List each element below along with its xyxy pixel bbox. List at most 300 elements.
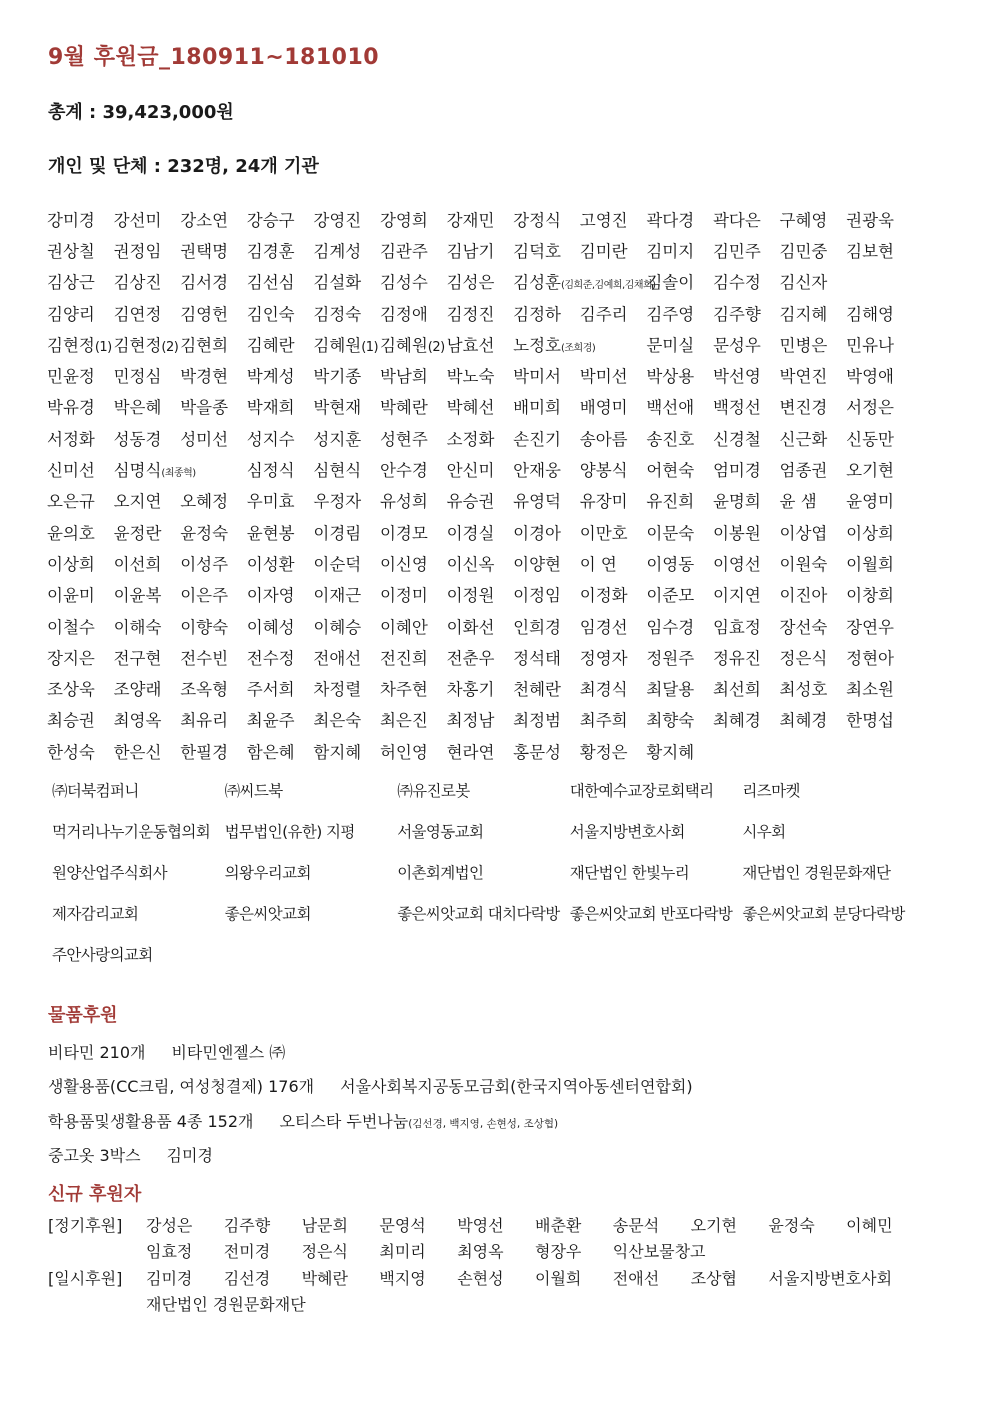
donor-row <box>47 672 957 703</box>
donor-name: 최유리 <box>180 711 229 731</box>
donor-name: 박은혜 <box>113 398 162 418</box>
goods-item: 중고옷 3박스 <box>48 1146 141 1166</box>
donor-name: 송진호 <box>646 429 695 449</box>
donor-name: 이봉원 <box>712 523 761 543</box>
organization-name: 제자감리교회 <box>52 904 139 923</box>
donor-name: 문성우 <box>712 335 761 355</box>
donor-name: 민유나 <box>846 335 894 355</box>
donor-name: 김현정(2) <box>113 335 179 355</box>
organization-name: 이촌회계법인 <box>397 863 484 882</box>
donor-name: 윤정숙 <box>180 523 229 543</box>
donor-name: 박기종 <box>313 367 362 387</box>
donor-row <box>47 735 957 766</box>
new-donor-name: 오기현 <box>690 1215 737 1235</box>
donor-name: 김관주 <box>379 241 428 261</box>
donor-name: 전수빈 <box>180 648 229 668</box>
donor-name: 노정호(조희경) <box>513 335 596 355</box>
organization-name: ㈜유진로봇 <box>397 782 470 801</box>
new-donor-name: 김미경 <box>146 1268 193 1288</box>
donor-name: 임수경 <box>646 617 695 637</box>
organization-name: ㈜더북컴퍼니 <box>52 782 139 801</box>
donor-name: 신근화 <box>779 429 828 449</box>
organization-name: 재단법인 한빛누리 <box>569 863 690 882</box>
donor-name: 강영희 <box>379 210 428 230</box>
donor-name: 김혜란 <box>246 335 295 355</box>
donor-name: 민윤정 <box>47 367 95 387</box>
new-donor-name: 배춘환 <box>534 1215 582 1235</box>
donor-name: 김연정 <box>113 304 162 324</box>
new-donor-name: 전애선 <box>612 1268 660 1288</box>
donor-name: 최선희 <box>712 680 761 700</box>
donor-row <box>47 422 957 453</box>
donor-name: 어현숙 <box>646 461 695 481</box>
donor-name: 이정미 <box>379 586 428 606</box>
donor-name: 양봉식 <box>579 461 628 481</box>
donor-name: 우미효 <box>246 492 295 512</box>
donor-name: 정석태 <box>513 648 561 668</box>
new-donor-name: 송문석 <box>612 1215 660 1235</box>
donor-name: 이재근 <box>313 586 362 606</box>
donor-name: 김정애 <box>379 304 428 324</box>
donor-row <box>47 610 957 641</box>
donor-row <box>47 547 957 578</box>
donor-name: 황정은 <box>579 742 628 762</box>
donor-name: 남효선 <box>446 335 495 355</box>
donor-note: (최종혁) <box>161 468 196 480</box>
donor-name: 오혜정 <box>180 492 229 512</box>
goods-item: 학용품및생활용품 4종 152개 <box>48 1111 254 1131</box>
donor-name: 인희경 <box>513 617 561 637</box>
donor-name: 우정자 <box>313 492 362 512</box>
donor-name: 이영동 <box>646 554 695 574</box>
donor-name: 윤영미 <box>846 492 894 512</box>
donor-name: 정원주 <box>646 648 695 668</box>
donor-name: 엄종권 <box>779 461 828 481</box>
donor-name: 차주현 <box>379 680 428 700</box>
organization-name: 의왕우리교회 <box>224 863 311 882</box>
donor-name: 차정렬 <box>313 680 362 700</box>
organization-name: 대한예수교장로회택리 <box>569 782 714 801</box>
donor-name: 천혜란 <box>513 680 561 700</box>
donor-row <box>47 203 957 234</box>
donor-name: 심현식 <box>313 461 362 481</box>
goods-donor-note: (김선경, 백지영, 손현성, 조상협) <box>408 1117 559 1130</box>
donor-count: 개인 및 단체 : 232명, 24개 기관 <box>48 156 319 177</box>
goods-donation-list <box>48 1034 948 1172</box>
donor-row <box>47 485 957 516</box>
donor-name: 손진기 <box>513 429 561 449</box>
donor-name: 허인영 <box>379 742 428 762</box>
donor-row <box>47 516 957 547</box>
donor-name: 강재민 <box>446 210 495 230</box>
new-donor-row <box>48 1238 948 1265</box>
donor-name: 구혜영 <box>779 210 828 230</box>
donor-name: 박영애 <box>846 367 894 387</box>
donor-name: 전춘우 <box>446 648 495 668</box>
donor-name: 박경현 <box>180 367 229 387</box>
donor-name: 이상엽 <box>779 523 828 543</box>
donor-name: 김설화 <box>313 273 362 293</box>
organization-name: 좋은씨앗교회 반포다락방 <box>569 904 733 923</box>
donor-name: 김정진 <box>446 304 495 324</box>
new-donor-name: 전미경 <box>223 1242 271 1262</box>
organization-row <box>52 892 952 933</box>
organization-name: 재단법인 경원문화재단 <box>742 863 891 882</box>
goods-donor: 비타민엔젤스 ㈜ <box>171 1042 286 1062</box>
donor-name: 전구현 <box>113 648 162 668</box>
organization-name: 주안사랑의교회 <box>52 945 153 964</box>
donor-name: 안수경 <box>379 461 428 481</box>
donor-name: 강정식 <box>513 210 561 230</box>
donor-name: 오기현 <box>846 461 894 481</box>
donor-name: 박계성 <box>246 367 295 387</box>
organization-name: 좋은씨앗교회 분당다락방 <box>742 904 905 923</box>
new-donors-section-title: 신규 후원자 <box>48 1184 142 1205</box>
donor-name: 신미선 <box>47 461 95 481</box>
donor-name: 임경선 <box>579 617 628 637</box>
donor-name: 이경림 <box>313 523 362 543</box>
donor-name: 민정심 <box>113 367 162 387</box>
donor-name: 심명식(최종혁) <box>113 461 196 481</box>
donor-row <box>47 328 957 359</box>
donor-name: 최정남 <box>446 711 495 731</box>
donor-name: 최성호 <box>779 680 828 700</box>
goods-row <box>48 1034 948 1069</box>
donor-name: 최영옥 <box>113 711 162 731</box>
donor-name: 김덕호 <box>513 241 561 261</box>
donor-name: 이성주 <box>180 554 229 574</box>
donor-name: 이지연 <box>712 586 761 606</box>
donor-name: 이성환 <box>246 554 295 574</box>
donor-name: 김미란 <box>579 241 628 261</box>
donor-name: 송아름 <box>579 429 628 449</box>
donor-name: 정현아 <box>846 648 894 668</box>
new-donor-name: 손현성 <box>457 1268 504 1288</box>
donor-index: (2) <box>427 339 445 355</box>
donor-name: 윤명희 <box>712 492 761 512</box>
organization-name: 좋은씨앗교회 <box>224 904 311 923</box>
donor-name: 최향숙 <box>646 711 695 731</box>
donor-name: 백선애 <box>646 398 695 418</box>
donor-name: 전진희 <box>379 648 428 668</box>
donor-row <box>47 359 957 390</box>
donor-name: 이상희 <box>846 523 894 543</box>
donor-name: 안신미 <box>446 461 495 481</box>
donor-name: 김해영 <box>846 304 894 324</box>
donor-name: 이선희 <box>113 554 162 574</box>
donor-name: 주서희 <box>246 680 295 700</box>
donor-name: 윤의호 <box>47 523 95 543</box>
new-donor-type-label: [일시후원] <box>48 1268 123 1288</box>
donor-name: 이은주 <box>180 586 229 606</box>
donor-name: 최정범 <box>513 711 561 731</box>
donor-name: 권택명 <box>180 241 229 261</box>
donor-name: 김주영 <box>646 304 695 324</box>
donor-name: 이준모 <box>646 586 695 606</box>
new-donor-name: 익산보물창고 <box>612 1242 706 1262</box>
donor-name: 김지혜 <box>779 304 828 324</box>
donor-name: 권정임 <box>113 241 162 261</box>
donor-name: 백정선 <box>712 398 761 418</box>
organization-row <box>52 852 952 893</box>
new-donor-name: 백지영 <box>379 1268 426 1288</box>
donor-name: 조옥형 <box>180 680 229 700</box>
donor-row <box>47 266 957 297</box>
donor-name: 김민주 <box>712 241 761 261</box>
donor-name: 이문숙 <box>646 523 695 543</box>
donor-name: 김성훈(김희준,김예희,김채희) <box>513 273 656 293</box>
donor-name: 민병은 <box>779 335 828 355</box>
donor-name: 김주향 <box>712 304 761 324</box>
new-donor-name: 임효정 <box>146 1242 193 1262</box>
new-donor-row <box>48 1264 948 1291</box>
donor-name: 윤현봉 <box>246 523 295 543</box>
donor-name: 유영덕 <box>513 492 561 512</box>
donor-name: 신동만 <box>846 429 894 449</box>
donor-name: 임효정 <box>712 617 761 637</box>
new-donor-name: 박혜란 <box>301 1268 348 1288</box>
new-donor-row <box>48 1291 948 1318</box>
donor-name: 김성수 <box>379 273 428 293</box>
donor-row <box>47 641 957 672</box>
goods-donor: 오티스타 두번나눔(김선경, 백지영, 손현성, 조상협) <box>279 1111 559 1131</box>
organization-name: 원양산업주식회사 <box>52 863 167 882</box>
donor-name: 장연우 <box>846 617 894 637</box>
donor-name: 조양래 <box>113 680 162 700</box>
donor-name: 고영진 <box>579 210 628 230</box>
donor-name: 신경철 <box>712 429 761 449</box>
donor-name: 한명섭 <box>846 711 894 731</box>
donor-name: 성동경 <box>113 429 162 449</box>
donor-name: 박미선 <box>579 367 628 387</box>
goods-row <box>48 1103 948 1138</box>
organization-name: 좋은씨앗교회 대치다락방 <box>397 904 560 923</box>
new-donor-name: 최미리 <box>379 1242 426 1262</box>
donor-name: 이혜성 <box>246 617 295 637</box>
donor-name: 배미희 <box>513 398 561 418</box>
donor-name: 황지혜 <box>646 742 695 762</box>
donor-name: 이상희 <box>47 554 95 574</box>
donor-name: 김양리 <box>47 304 95 324</box>
donor-name: 김솔이 <box>646 273 695 293</box>
donor-row <box>47 453 957 484</box>
new-donor-name: 형장우 <box>534 1242 582 1262</box>
organization-row <box>52 770 952 811</box>
donor-name: 김상근 <box>47 273 95 293</box>
donor-note: (조희경) <box>560 342 596 354</box>
donor-name: 김남기 <box>446 241 495 261</box>
goods-section-title: 물품후원 <box>48 1005 118 1026</box>
donor-name: 김혜원(2) <box>379 335 445 355</box>
donor-name: 김주리 <box>579 304 628 324</box>
organization-name: 시우회 <box>742 823 786 842</box>
new-donor-name: 재단법인 경원문화재단 <box>146 1295 306 1315</box>
donor-row <box>47 297 957 328</box>
donor-name: 홍문성 <box>513 742 561 762</box>
donor-name: 김혜원(1) <box>313 335 379 355</box>
donor-name: 이월희 <box>846 554 894 574</box>
donor-name: 서정화 <box>47 429 95 449</box>
donor-name: 김정숙 <box>313 304 362 324</box>
donor-name: 김현정(1) <box>47 335 112 355</box>
donor-name: 최윤주 <box>246 711 295 731</box>
donor-name: 성미선 <box>180 429 229 449</box>
donor-name: 유장미 <box>579 492 628 512</box>
donor-name: 곽다은 <box>712 210 761 230</box>
donor-name: 이철수 <box>47 617 95 637</box>
donor-name: 박미서 <box>513 367 561 387</box>
new-donor-name: 김선경 <box>223 1268 271 1288</box>
donor-name: 이자영 <box>246 586 295 606</box>
donor-name: 김민중 <box>779 241 828 261</box>
donor-name: 이양현 <box>513 554 561 574</box>
donor-name: 심정식 <box>246 461 295 481</box>
organization-name: 법무법인(유한) 지평 <box>224 823 355 842</box>
donor-name: 문미실 <box>646 335 695 355</box>
donor-name: 정은식 <box>779 648 828 668</box>
donor-name: 최혜경 <box>779 711 828 731</box>
donor-name: 함지혜 <box>313 742 362 762</box>
donor-name: 유진희 <box>646 492 695 512</box>
donor-name: 박을종 <box>180 398 229 418</box>
donor-name: 강영진 <box>313 210 362 230</box>
organization-name: 서울영동교회 <box>397 823 484 842</box>
goods-donor: 서울사회복지공동모금회(한국지역아동센터연합회) <box>340 1077 693 1097</box>
organization-name: 리즈마켓 <box>742 782 800 801</box>
donor-name: 곽다경 <box>646 210 695 230</box>
donor-name: 조상욱 <box>47 680 95 700</box>
donor-name: 이해숙 <box>113 617 162 637</box>
donor-name: 이정화 <box>579 586 628 606</box>
donor-name: 강소연 <box>180 210 229 230</box>
new-donor-name: 정은식 <box>301 1242 348 1262</box>
organization-donor-list <box>52 770 952 974</box>
donor-name: 이신영 <box>379 554 428 574</box>
donor-name: 서정은 <box>846 398 894 418</box>
donor-name: 김신자 <box>779 273 828 293</box>
donor-name: 박혜란 <box>379 398 428 418</box>
donor-name: 이정원 <box>446 586 495 606</box>
organization-row <box>52 811 952 852</box>
donor-name: 전수정 <box>246 648 295 668</box>
donor-name: 박노숙 <box>446 367 495 387</box>
donor-name: 배영미 <box>579 398 628 418</box>
donor-name: 박상용 <box>646 367 695 387</box>
new-donor-name: 윤정숙 <box>768 1215 815 1235</box>
donor-name: 오지연 <box>113 492 162 512</box>
donor-name: 이 연 <box>579 554 617 574</box>
donor-name: 이만호 <box>579 523 628 543</box>
donor-name: 김보현 <box>846 241 894 261</box>
donor-name: 이화선 <box>446 617 495 637</box>
donor-name: 차홍기 <box>446 680 495 700</box>
goods-item: 비타민 210개 <box>48 1042 146 1062</box>
donor-name: 김미지 <box>646 241 695 261</box>
donor-name: 김수정 <box>712 273 761 293</box>
donor-name: 이순덕 <box>313 554 362 574</box>
donor-name: 소정화 <box>446 429 495 449</box>
donor-name: 이경실 <box>446 523 495 543</box>
donor-name: 최혜경 <box>712 711 761 731</box>
donor-name: 최주희 <box>579 711 628 731</box>
new-donor-name: 이월희 <box>534 1268 582 1288</box>
donor-name: 김정하 <box>513 304 561 324</box>
organization-name: 먹거리나누기운동협의회 <box>52 823 211 842</box>
donor-name: 박유경 <box>47 398 95 418</box>
donor-name: 박선영 <box>712 367 761 387</box>
donor-name: 박혜선 <box>446 398 495 418</box>
donor-name: 유승권 <box>446 492 495 512</box>
donor-name: 성지수 <box>246 429 295 449</box>
goods-row <box>48 1069 948 1104</box>
donor-name: 변진경 <box>779 398 828 418</box>
donor-name: 권상칠 <box>47 241 95 261</box>
donor-name: 최경식 <box>579 680 628 700</box>
donor-name: 이경아 <box>513 523 561 543</box>
new-donor-name: 박영선 <box>457 1215 504 1235</box>
donor-name: 강미경 <box>47 210 95 230</box>
donor-name: 윤정란 <box>113 523 162 543</box>
donor-name: 강승구 <box>246 210 295 230</box>
donor-index: (1) <box>361 339 379 355</box>
donor-name: 이정임 <box>513 586 561 606</box>
donor-name: 이향숙 <box>180 617 229 637</box>
new-donor-name: 남문희 <box>301 1215 348 1235</box>
donor-name: 이원숙 <box>779 554 828 574</box>
donor-name: 강선미 <box>113 210 162 230</box>
donor-name: 이진아 <box>779 586 828 606</box>
organization-row <box>52 933 952 974</box>
donor-name: 한필경 <box>180 742 229 762</box>
new-donor-list <box>48 1211 948 1317</box>
donor-name: 이영선 <box>712 554 761 574</box>
donor-name: 이창희 <box>846 586 894 606</box>
donor-index: (2) <box>161 339 179 355</box>
new-donor-type-label: [정기후원] <box>48 1215 123 1235</box>
donor-index: (1) <box>94 339 112 355</box>
donor-row <box>47 234 957 265</box>
goods-row <box>48 1138 948 1173</box>
organization-name: 서울지방변호사회 <box>569 823 685 842</box>
donor-name: 권광욱 <box>846 210 894 230</box>
goods-item: 생활용품(CC크림, 여성청결제) 176개 <box>48 1077 315 1097</box>
donor-name: 최달용 <box>646 680 695 700</box>
donor-name: 김상진 <box>113 273 162 293</box>
donor-name: 이경모 <box>379 523 428 543</box>
new-donor-name: 문영석 <box>379 1215 426 1235</box>
goods-donor: 김미경 <box>166 1146 213 1166</box>
donor-name: 김선심 <box>246 273 295 293</box>
donor-name: 한성숙 <box>47 742 95 762</box>
donor-name: 이윤복 <box>113 586 162 606</box>
donor-name: 박현재 <box>313 398 362 418</box>
donor-name: 김계성 <box>313 241 362 261</box>
donor-name: 윤 샘 <box>779 492 817 512</box>
new-donor-name: 최영옥 <box>457 1242 504 1262</box>
donor-name: 김서경 <box>180 273 229 293</box>
page-title: 9월 후원금_180911~181010 <box>48 45 380 70</box>
donor-name: 정영자 <box>579 648 628 668</box>
donor-name: 최승권 <box>47 711 95 731</box>
donor-name: 성현주 <box>379 429 428 449</box>
individual-donor-list <box>47 203 957 766</box>
donor-note: (김희준,김예희,김채희) <box>560 280 656 292</box>
new-donor-row <box>48 1211 948 1238</box>
donor-name: 이혜승 <box>313 617 362 637</box>
donor-name: 박재희 <box>246 398 295 418</box>
donor-name: 정유진 <box>712 648 761 668</box>
donor-name: 이윤미 <box>47 586 95 606</box>
